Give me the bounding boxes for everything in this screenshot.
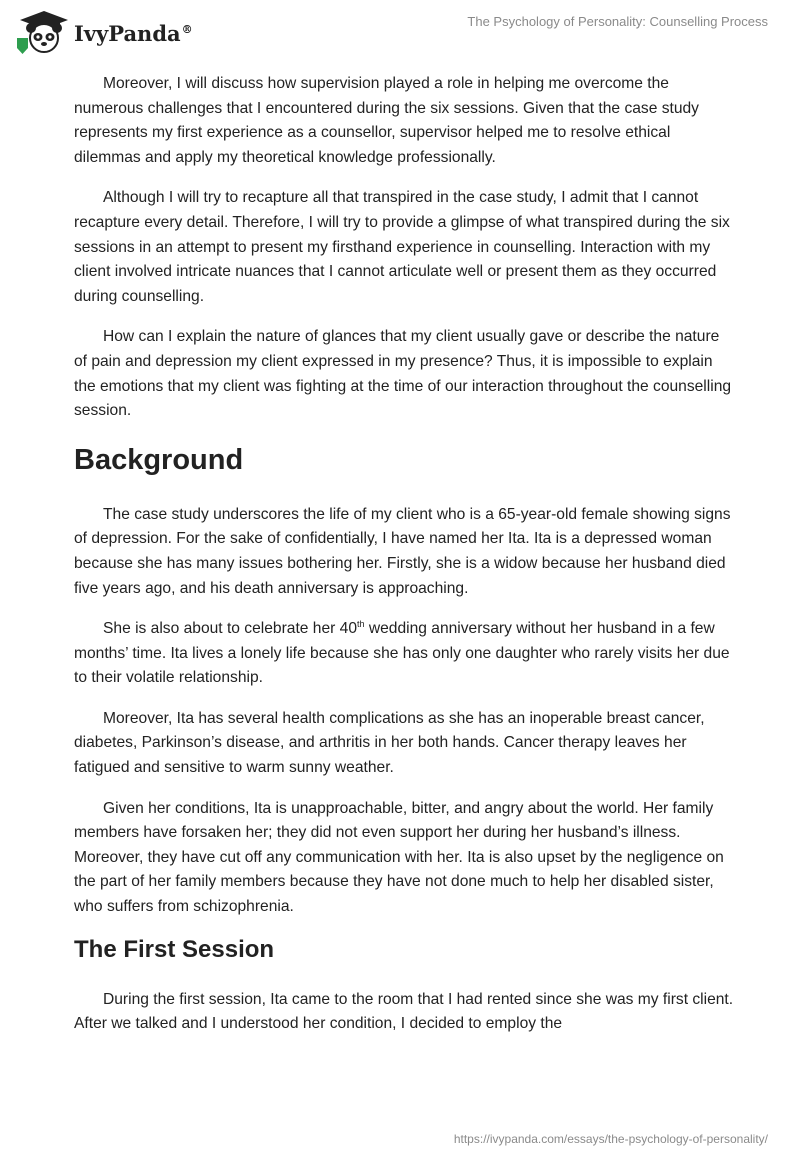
- section-heading-first-session: The First Session: [74, 935, 275, 963]
- paragraph: Given her conditions, Ita is unapproachable, bitter, and angry about the world. Her family members have forsaken her; they did not even support her during her husband’s illness. Moreover, they have cut off any communication with her. Ita is also upset by the negligence on the part of her family members because they have not done much to help her disabled sister, who suffers from schizophrenia.: [74, 799, 724, 916]
- source-url[interactable]: https://ivypanda.com/essays/the-psychology-of-personality/: [453, 1132, 768, 1146]
- brand-name: IvyPanda®: [74, 20, 193, 46]
- paragraph: Although I will try to recapture all that transpired in the case study, I admit that I cannot recapture every detail. Therefore, I will try to provide a glimpse of what transpired during the six sessions in an attempt to present my firsthand experience in counselling. Interaction with my client involved intricate nuances that I cannot articulate well or present them as they occurred during counselling.: [74, 189, 730, 305]
- document-title: The Psychology of Personality: Counselling Process: [467, 14, 768, 29]
- page-header: [0, 0, 800, 70]
- paragraph: During the first session, Ita came to the room that I had rented since she was my first client. After we talked and I understood her condition, I decided to employ the: [74, 990, 734, 1033]
- paragraph: Moreover, I will discuss how supervision played a role in helping me overcome the numerous challenges that I encountered during the six sessions. Given that the case study represents my first experience as a counsellor, supervisor helped me to resolve ethical dilemmas and apply my theoretical knowledge professionally.: [74, 75, 699, 166]
- paragraph: How can I explain the nature of glances that my client usually gave or describe the nature of pain and depression my client expressed in my presence? Thus, it is impossible to explain the emotions that my client was fighting at the time of our interaction throughout the counselling session.: [74, 328, 732, 420]
- paragraph: Moreover, Ita has several health complications as she has an inoperable breast cancer, diabetes, Parkinson’s disease, and arthritis in her both hands. Cancer therapy leaves her fatigued and sensitive to warm sunny weather.: [74, 709, 705, 777]
- brand-logo[interactable]: [14, 8, 193, 56]
- paragraph: The case study underscores the life of my client who is a 65-year-old female showing signs of depression. For the sake of confidentially, I have named her Ita. Ita is a depressed woman because she has many issues bothering her. Firstly, she is a widow because her husband died five years ago, and his death anniversary is approaching.: [74, 505, 731, 597]
- paragraph: She is also about to celebrate her 40th wedding anniversary without her husband in a few months’ time. Ita lives a lonely life because she has only one daughter who rarely visits her due to their volatile relationship.: [74, 618, 730, 687]
- registered-mark: ®: [181, 22, 193, 36]
- panda-graduate-icon: [14, 8, 70, 56]
- essay-body: [74, 72, 734, 1053]
- section-heading-background: Background: [74, 443, 244, 476]
